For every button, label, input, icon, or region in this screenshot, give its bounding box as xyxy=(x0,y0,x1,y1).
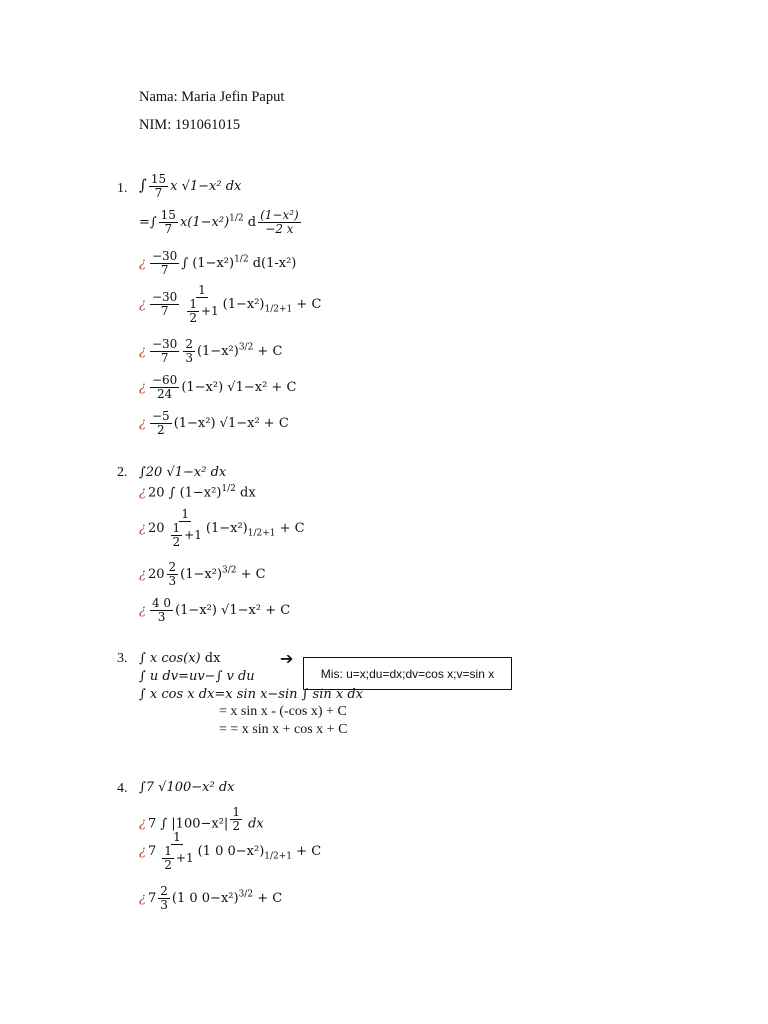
step-marker: ¿ xyxy=(139,891,146,906)
problem-4-line-3: ¿ 7 1 $\frac{1}{2}$ +1 (1 0 $0-x^2)_{1/2+1} + C$ xyxy=(139,830,322,872)
substitution-note-text: Mis: u=x;du=dx;dv=cos x;v=sin x xyxy=(320,666,495,681)
step-marker: ¿ xyxy=(139,297,146,312)
problem-4-number: 4. xyxy=(117,781,128,796)
problem-3-line-3: ∫ x cos x dx=x sin x−sin ∫ sin x dx xyxy=(139,687,364,702)
problem-2-line-1: ∫20 √1−x² dx xyxy=(139,465,227,480)
problem-2-line-5: ¿ $\frac{4 0}{3}$ (1−x²) √1−x² + C xyxy=(139,596,291,624)
step-marker: ¿ xyxy=(139,344,146,359)
problem-4-line-2: ¿ 7 ∫ |100−x²| $^{\frac{1}{2}}$ dx xyxy=(139,805,264,833)
student-name: Nama: Maria Jefin Paput xyxy=(139,89,285,105)
problem-1-line-1: ∫ $\frac{15}{7}$ x √1−x² dx xyxy=(139,172,242,200)
problem-4-line-1: ∫7 √100−x² dx xyxy=(139,780,235,795)
substitution-note xyxy=(303,657,512,690)
problem-4-line-4: ¿ 7 $\frac{2}{3}$ (1 0 0−x²)$^{3/2}$ + C xyxy=(139,884,283,912)
problem-1-line-5: ¿ $\frac{-30}{7}$ $\frac{2}{3}$ $(1-x^2)^{3/2} + C$ xyxy=(139,337,283,365)
problem-2-number: 2. xyxy=(117,465,128,480)
arrow-right-icon: ➔ xyxy=(280,649,294,668)
problem-2-line-3: ¿ 20 1 $\frac{1}{2}$ +1 $(1-x^2)_{1/2+1} + C$ xyxy=(139,507,305,549)
step-marker: ¿ xyxy=(139,816,146,832)
problem-1-number: 1. xyxy=(117,181,128,196)
problem-3-line-2: ∫ u dv=uv−∫ v du xyxy=(139,669,255,684)
problem-2-line-4: ¿ 20 $\frac{2}{3}$ $(1-x^2)^{3/2} + C$ xyxy=(139,560,266,588)
step-marker: ¿ xyxy=(139,485,146,501)
problem-3-line-1: ∫ x cos(x) dx xyxy=(139,651,221,666)
step-marker: ¿ xyxy=(139,603,146,618)
step-marker: ¿ xyxy=(139,416,146,431)
problem-1-line-6: ¿ $\frac{-60}{24}$ (1−x²) √1−x² + C xyxy=(139,373,297,401)
problem-1-line-4: ¿ $\frac{-30}{7}$ 1 $\frac{1}{2}$ +1 $(1-x^2)_{1/2+1} + C$ xyxy=(139,283,322,325)
problem-3-line-5: = = x sin x + cos x + C xyxy=(219,722,348,737)
step-marker: ¿ xyxy=(139,844,146,859)
problem-3-line-4: = x sin x - (-cos x) + C xyxy=(219,704,347,719)
problem-1-line-3: ¿ $\frac{-30}{7}$ ∫ $(1-x^2)^{1/2}$ d(1-x²) xyxy=(139,249,297,277)
step-marker: ¿ xyxy=(139,380,146,395)
step-marker: ¿ xyxy=(139,521,146,536)
step-marker: ¿ xyxy=(139,567,146,582)
step-marker: ¿ xyxy=(139,256,146,271)
problem-3-number: 3. xyxy=(117,651,128,666)
problem-2-line-2: ¿ 20 ∫ $(1-x^2)^{1/2}$ dx xyxy=(139,484,256,501)
student-nim: NIM: 191061015 xyxy=(139,117,241,133)
problem-1-line-7: ¿ $\frac{-5}{2}$ (1−x²) √1−x² + C xyxy=(139,409,289,437)
problem-1-line-2: =∫ $\frac{15}{7}$ $x(1-x^2)^{1/2}$ d $\frac{\text{(1−x²)}}{-2 x}$ xyxy=(139,208,299,236)
